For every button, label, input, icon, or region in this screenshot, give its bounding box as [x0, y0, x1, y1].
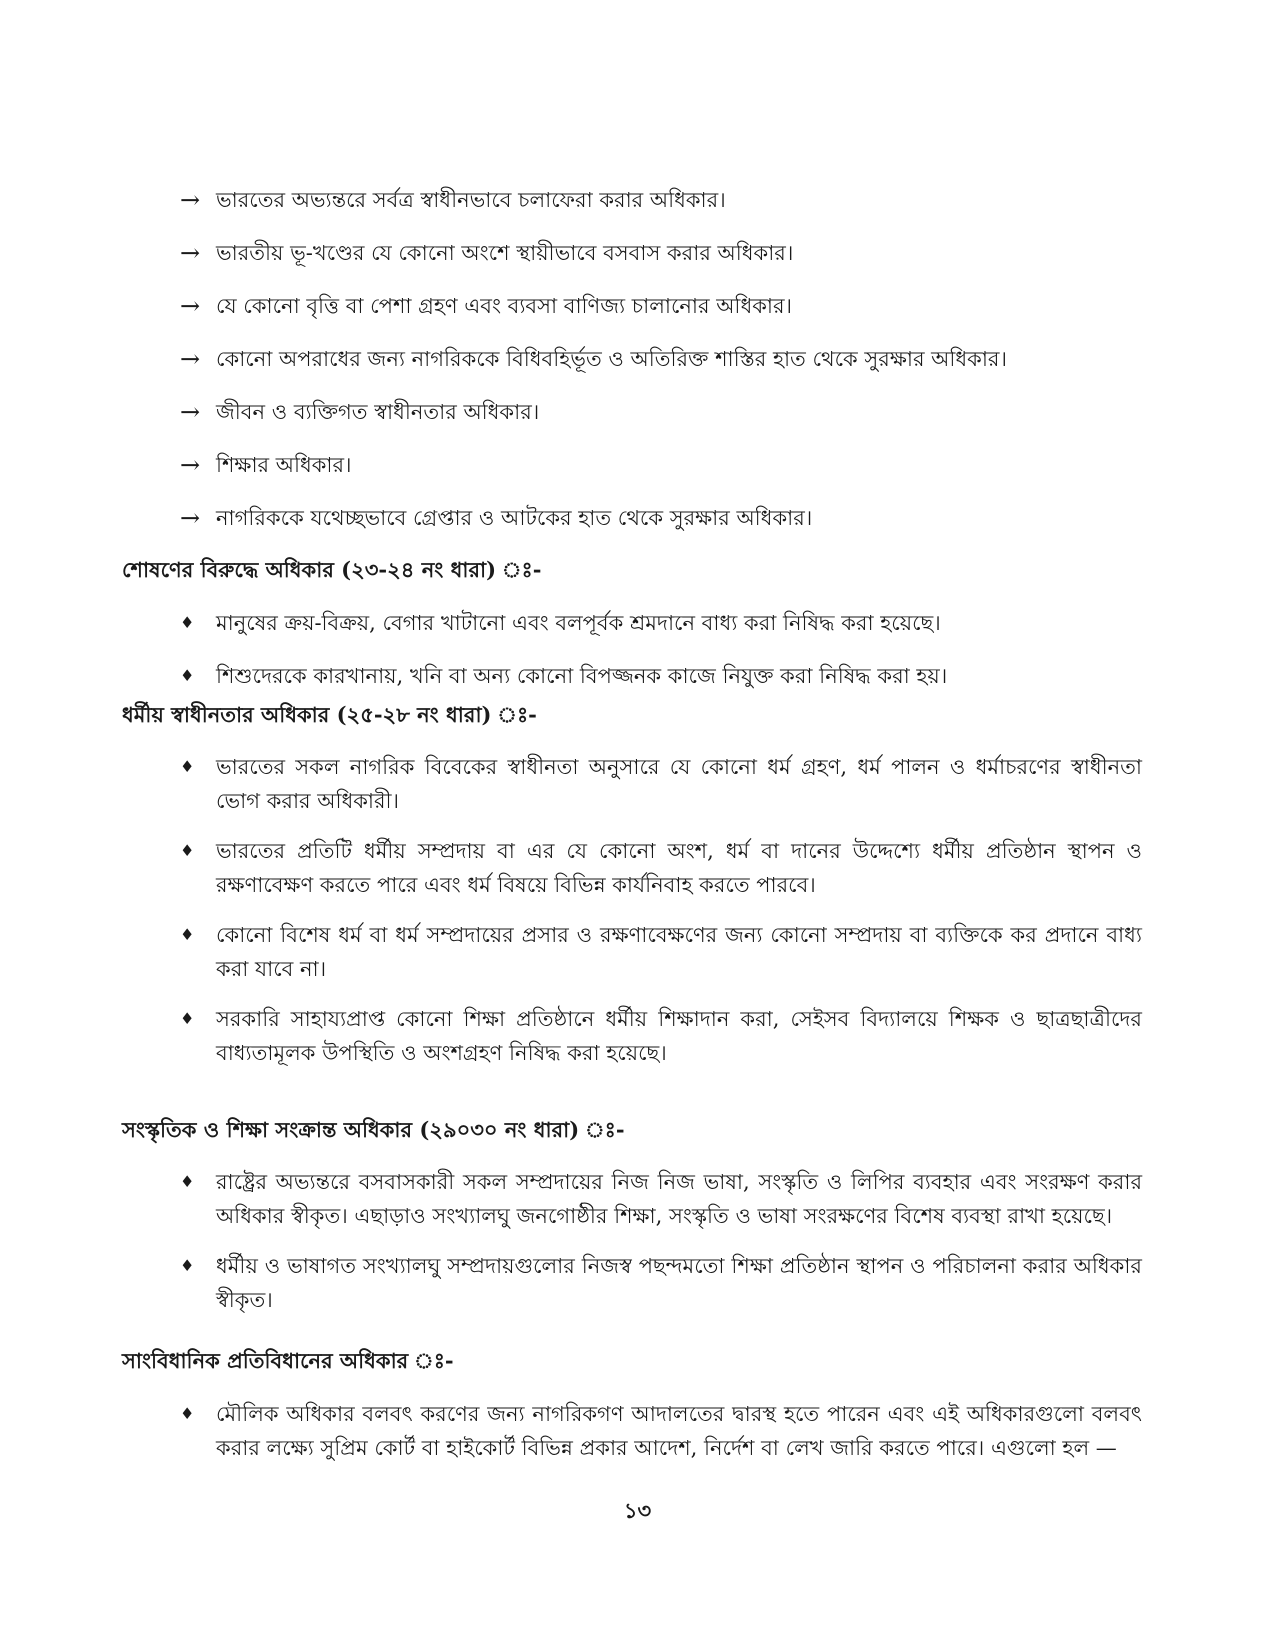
diamond-bullet-icon: ♦ — [180, 1172, 195, 1191]
list-item — [180, 1397, 1142, 1465]
list-item-text: মৌলিক অধিকার বলবৎ করণের জন্য নাগরিকগণ আদালতের দ্বারস্থ হতে পারেন এবং এই অধিকারগুলো বলবৎ করার লক্ষ্যে সুপ্রিম কোর্ট বা হাইকোর্ট বিভিন্ন প্রকার আদেশ, নির্দেশ বা লেখ জারি করতে পারে। এগুলো হল — — [216, 1402, 1142, 1460]
list-item — [180, 1002, 1142, 1070]
arrow-right-icon: → — [180, 504, 201, 532]
list-item-text: নাগরিককে যথেচ্ছভাবে গ্রেপ্তার ও আটকের হাত থেকে সুরক্ষার অধিকার। — [216, 506, 813, 530]
arrow-right-icon: → — [180, 292, 201, 320]
diamond-bullet-icon: ♦ — [180, 757, 195, 776]
rights-arrow-list — [180, 183, 1140, 554]
arrow-right-icon: → — [180, 345, 201, 373]
diamond-bullet-icon: ♦ — [180, 1404, 195, 1423]
bullet-list — [122, 1397, 1142, 1465]
diamond-bullet-icon: ♦ — [180, 1256, 195, 1275]
list-item-text: কোনো অপরাধের জন্য নাগরিককে বিধিবহির্ভূত ও অতিরিক্ত শাস্তির হাত থেকে সুরক্ষার অধিকার। — [216, 347, 1007, 371]
diamond-bullet-icon: ♦ — [180, 666, 195, 685]
list-item — [180, 834, 1142, 902]
diamond-bullet-icon: ♦ — [180, 925, 195, 944]
bullet-list — [122, 1165, 1142, 1317]
list-item — [180, 501, 1140, 554]
section-religious-freedom — [122, 698, 1142, 1070]
diamond-bullet-icon: ♦ — [180, 1009, 195, 1028]
bullet-list — [122, 750, 1142, 1070]
section-exploitation — [122, 553, 1142, 693]
list-item — [180, 342, 1140, 395]
list-item-text: কোনো বিশেষ ধর্ম বা ধর্ম সম্প্রদায়ের প্রসার ও রক্ষণাবেক্ষণের জন্য কোনো সম্প্রদায় বা ব্যক্তিকে কর প্রদানে বাধ্য করা যাবে না। — [216, 923, 1142, 981]
list-item-text: ভারতের সকল নাগরিক বিবেকের স্বাধীনতা অনুসারে যে কোনো ধর্ম গ্রহণ, ধর্ম পালন ও ধর্মাচরণের স্বাধীনতা ভোগ করার অধিকারী। — [216, 755, 1142, 813]
list-item — [180, 236, 1140, 289]
arrow-right-icon: → — [180, 239, 201, 267]
list-item-text: ভারতের অভ্যন্তরে সর্বত্র স্বাধীনভাবে চলাফেরা করার অধিকার। — [216, 188, 726, 212]
diamond-bullet-icon: ♦ — [180, 841, 195, 860]
list-item — [180, 1165, 1142, 1233]
section-heading: সাংবিধানিক প্রতিবিধানের অধিকার ঃ- — [122, 1348, 454, 1373]
list-item — [180, 395, 1140, 448]
list-item — [180, 606, 1142, 640]
section-constitutional-remedies — [122, 1344, 1142, 1465]
list-item-text: রাষ্ট্রের অভ্যন্তরে বসবাসকারী সকল সম্প্রদায়ের নিজ নিজ ভাষা, সংস্কৃতি ও লিপির ব্যবহার এবং সংরক্ষণ করার অধিকার স্বীকৃত। এছাড়াও সংখ্যালঘু জনগোষ্ঠীর শিক্ষা, সংস্কৃতি ও ভাষা সংরক্ষণের বিশেষ ব্যবস্থা রাখা হয়েছে। — [216, 1170, 1142, 1228]
arrow-right-icon: → — [180, 186, 201, 214]
list-item-text: ধর্মীয় ও ভাষাগত সংখ্যালঘু সম্প্রদায়গুলোর নিজস্ব পছন্দমতো শিক্ষা প্রতিষ্ঠান স্থাপন ও পরিচালনা করার অধিকার স্বীকৃত। — [216, 1254, 1142, 1312]
arrow-right-icon: → — [180, 451, 201, 479]
list-item — [180, 448, 1140, 501]
list-item — [180, 289, 1140, 342]
bullet-list — [122, 606, 1142, 693]
list-item — [180, 659, 1142, 693]
section-cultural-educational — [122, 1113, 1142, 1317]
arrow-right-icon: → — [180, 398, 201, 426]
list-item-text: জীবন ও ব্যক্তিগত স্বাধীনতার অধিকার। — [216, 400, 540, 424]
diamond-bullet-icon: ♦ — [180, 613, 195, 632]
list-item-text: মানুষের ক্রয়-বিক্রয়, বেগার খাটানো এবং বলপূর্বক শ্রমদানে বাধ্য করা নিষিদ্ধ করা হয়েছে। — [216, 611, 941, 635]
section-heading: ধর্মীয় স্বাধীনতার অধিকার (২৫-২৮ নং ধারা) ঃ- — [122, 702, 537, 727]
list-item-text: যে কোনো বৃত্তি বা পেশা গ্রহণ এবং ব্যবসা বাণিজ্য চালানোর অধিকার। — [216, 294, 793, 318]
list-item — [180, 750, 1142, 818]
list-item — [180, 1249, 1142, 1317]
list-item-text: শিক্ষার অধিকার। — [216, 453, 352, 477]
section-heading: সংস্কৃতিক ও শিক্ষা সংক্রান্ত অধিকার (২৯০৩০ নং ধারা) ঃ- — [122, 1117, 625, 1142]
list-item-text: ভারতীয় ভূ-খণ্ডের যে কোনো অংশে স্থায়ীভাবে বসবাস করার অধিকার। — [216, 241, 794, 265]
list-item-text: ভারতের প্রতিটি ধর্মীয় সম্প্রদায় বা এর যে কোনো অংশ, ধর্ম বা দানের উদ্দেশ্যে ধর্মীয় প্রতিষ্ঠান স্থাপন ও রক্ষণাবেক্ষণ করতে পারে এবং ধর্ম বিষয়ে বিভিন্ন কার্যনিবাহ করতে পারবে। — [216, 839, 1142, 897]
section-heading: শোষণের বিরুদ্ধে অধিকার (২৩-২৪ নং ধারা) ঃ- — [122, 557, 542, 582]
list-item — [180, 918, 1142, 986]
list-item-text: শিশুদেরকে কারখানায়, খনি বা অন্য কোনো বিপজ্জনক কাজে নিযুক্ত করা নিষিদ্ধ করা হয়। — [216, 664, 948, 688]
list-item-text: সরকারি সাহায্যপ্রাপ্ত কোনো শিক্ষা প্রতিষ্ঠানে ধর্মীয় শিক্ষাদান করা, সেইসব বিদ্যালয়ে শিক্ষক ও ছাত্রছাত্রীদের বাধ্যতামূলক উপস্থিতি ও অংশগ্রহণ নিষিদ্ধ করা হয়েছে। — [216, 1007, 1142, 1065]
list-item — [180, 183, 1140, 236]
page-number: ১৩ — [623, 1498, 652, 1523]
